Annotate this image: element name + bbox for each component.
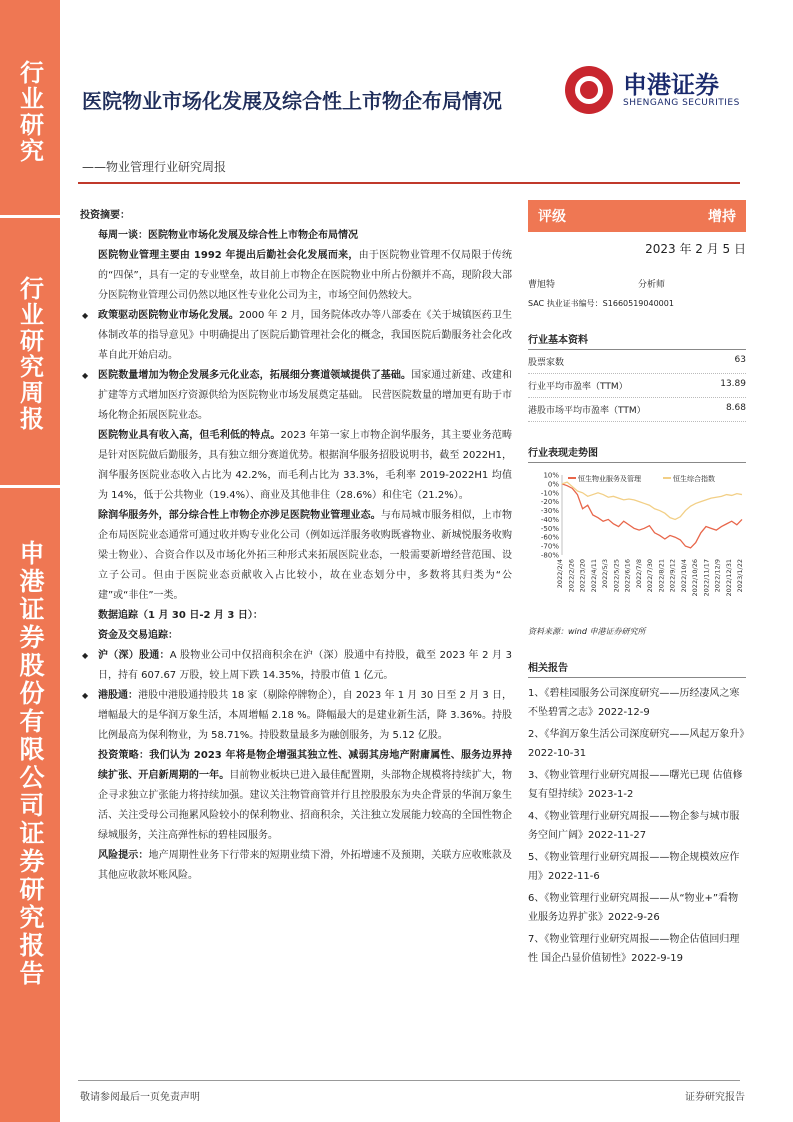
basic-info-value: 63	[734, 355, 746, 365]
basic-info-key: 股票家数	[528, 358, 565, 368]
paragraph: 投资策略：我们认为 2023 年将是物企增强其独立性、减弱其房地产附庸属性、服务边界持续扩张、开启新周期的一年。目前物业板块已进入最佳配置期，头部物企规模将持续扩大，物企寻求独立扩张能力将持续加强。建议关注物管商管并行且控股股东为央企背景的华润万象生活、关注受母公司拖累风险较小的保利物业、招商积余，关注独立发展能力较高的全国性物企绿城服务，关注高弹性标的碧桂园服务。	[98, 750, 513, 841]
analyst-name: 曹旭特	[528, 280, 556, 290]
x-tick-label: 2022/12/9	[713, 559, 722, 593]
rating-value: 增持	[708, 209, 736, 225]
logo-english: SHENGANG SECURITIES	[623, 98, 740, 108]
basic-info-key: 港股市场平均市盈率（TTM）	[528, 406, 646, 416]
x-tick-label: 2022/10/26	[691, 559, 699, 597]
bullet-item: ◆ 医院数量增加为物企发展多元化业态，拓展细分赛道领域提供了基础。国家通过新建、改建和扩建等方式增加医疗资源供给为医院物业市场发展奠定基础。 民营医院数量的增加更有助于市场化物企拓展医院业态。	[80, 366, 512, 426]
y-tick-label: -20%	[540, 498, 559, 507]
trend-chart	[528, 469, 746, 622]
sidebar-block-industry	[0, 0, 60, 215]
right-panel	[528, 200, 746, 971]
trend-chart-svg	[528, 469, 746, 619]
x-tick-label: 2022/12/31	[724, 559, 733, 597]
analyst-cert: SAC 执业证书编号：S1660519040001	[528, 299, 674, 308]
x-tick-label: 2022/7/30	[646, 559, 654, 593]
section-heading: 投资摘要：	[80, 210, 130, 221]
x-tick-label: 2023/1/22	[736, 559, 744, 593]
x-tick-label: 2022/5/25	[612, 559, 621, 593]
related-report-item[interactable]: 7、《物业管理行业研究周报——物企估值回归理性 国企凸显价值韧性》2022-9-19	[528, 934, 740, 964]
report-date: 2023 年 2 月 5 日	[645, 242, 746, 256]
logo-name: 申港证券	[623, 71, 719, 99]
sidebar	[0, 0, 60, 1122]
basic-info-heading: 行业基本资料	[528, 331, 746, 350]
logo-icon	[565, 66, 613, 114]
paragraph: 医院物业具有收入高，但毛利低的特点。2023 年第一家上市物企润华服务，其主要业务范畴是针对医院做后勤服务，具有独立细分赛道优势。根据润华服务招股说明书，截至 2022H1，润华服务医院业态收入占比为 42.2%，而毛利占比为 33.3%，毛利率 2019-2022H1 均值为 14%，低于公共物业（19.4%）、商业及其他非住（28.6%）和住宅（21.2%）。	[98, 430, 512, 501]
paragraph: 数据追踪（1 月 30 日-2 月 3 日）：	[98, 610, 263, 621]
related-report-item[interactable]: 2、《华润万象生活公司深度研究——风起万象升》2022-10-31	[528, 729, 745, 759]
basic-info-value: 8.68	[725, 403, 746, 413]
basic-info-list	[528, 350, 746, 422]
chart-source: 资料来源：wind 申港证券研究所	[528, 627, 646, 636]
header-divider	[78, 182, 740, 184]
y-tick-label: -30%	[540, 507, 559, 516]
series-line	[562, 482, 742, 519]
legend-label: 恒生物业服务及管理	[578, 475, 641, 483]
basic-info-key: 行业平均市盈率（TTM）	[528, 382, 628, 392]
y-tick-label: -40%	[540, 515, 559, 524]
related-report-item[interactable]: 4、《物业管理行业研究周报——物企参与城市服务空间广阔》2022-11-27	[528, 811, 740, 841]
y-tick-label: -50%	[540, 524, 559, 533]
sidebar-label: 行业研究周报	[15, 276, 44, 432]
y-tick-label: 10%	[543, 471, 559, 480]
related-reports-heading: 相关报告	[528, 659, 746, 678]
series-line	[562, 484, 742, 548]
basic-info-row	[528, 350, 746, 374]
legend-label: 恒生综合指数	[673, 475, 715, 483]
paragraph: 资金及交易追踪：	[98, 630, 178, 641]
company-logo	[565, 66, 740, 114]
sidebar-block-company	[0, 485, 60, 1122]
y-tick-label: -10%	[540, 489, 559, 498]
basic-info-row	[528, 398, 746, 422]
rating-label: 评级	[538, 209, 566, 225]
paragraph: 医院物业管理主要由 1992 年提出后勤社会化发展而来，由于医院物业管理不仅局限于传统的“四保”，具有一定的专业壁垒，故目前上市物企在医院物业中所占份额并不高，现阶段大部分医院物业管理公司仍然以地区性专业化公司为主，市场空间仍然较大。	[98, 250, 512, 301]
analyst-title: 分析师	[638, 280, 666, 290]
analyst-info	[528, 277, 746, 290]
y-tick-label: -80%	[540, 551, 559, 560]
sidebar-block-weekly	[0, 215, 60, 485]
y-tick-label: 0%	[547, 480, 559, 489]
related-report-item[interactable]: 3、《物业管理行业研究周报——曙光已现 估值修复有望持续》2023-1-2	[528, 770, 743, 800]
bullet-item: ◆ 沪（深）股通：A 股物业公司中仅招商积余在沪（深）股通中有持股，截至 2023 年 2 月 3 日，持有 607.67 万股，较上周下跌 14.35%，持股市值 1 亿元。	[80, 646, 512, 686]
basic-info-value: 13.89	[720, 379, 746, 389]
x-tick-label: 2022/11/17	[702, 559, 711, 597]
related-reports-list	[528, 684, 746, 968]
sidebar-label: 行业研究	[15, 60, 44, 164]
x-tick-label: 2022/7/8	[634, 559, 643, 589]
main-content	[80, 206, 512, 886]
x-tick-label: 2022/4/11	[589, 559, 598, 593]
x-tick-label: 2022/2/4	[556, 559, 564, 589]
page-title: 医院物业市场化发展及综合性上市物企布局情况	[82, 89, 502, 113]
footer-disclaimer: 敬请参阅最后一页免责声明	[80, 1092, 200, 1103]
related-report-item[interactable]: 5、《物业管理行业研究周报——物企规模效应作用》2022-11-6	[528, 852, 740, 882]
related-report-item[interactable]: 1、《碧桂园服务公司深度研究——历经凄风之寒 不坠碧霄之志》2022-12-9	[528, 688, 740, 718]
paragraph: 每周一谈：医院物业市场化发展及综合性上市物企布局情况	[98, 230, 358, 241]
x-tick-label: 2022/6/16	[623, 559, 632, 593]
x-tick-label: 2022/2/26	[567, 559, 576, 593]
footer-divider	[78, 1080, 740, 1081]
rating-bar	[528, 200, 746, 232]
y-tick-label: -70%	[540, 542, 559, 551]
bullet-item: ◆ 港股通：港股中港股通持股共 18 家（剔除停牌物企），自 2023 年 1 月 30 日至 2 月 3 日，增幅最大的是华润万象生活，本周增幅 2.18 %。降幅最大的是建业新生活，降 3.36%。持股比例最高为保利物业，为 58.71%。持股数量最多为融创服务，为 5.12 亿股。	[80, 686, 512, 746]
sidebar-label: 申港证券股份有限公司证券研究报告	[16, 540, 45, 988]
bullet-item: ◆ 政策驱动医院物业市场化发展。2000 年 2 月，国务院体改办等八部委在《关于城镇医药卫生体制改革的指导意见》中明确提出了医院后勤管理社会化的概念，我国医院后勤服务社会化改革自此开始启动。	[80, 306, 512, 366]
x-tick-label: 2022/10/4	[679, 559, 688, 593]
x-tick-label: 2022/5/3	[601, 559, 609, 589]
trend-heading: 行业表现走势图	[528, 444, 746, 463]
paragraph: 风险提示：地产周期性业务下行带来的短期业绩下滑，外拓增速不及预期，关联方应收账款及其他应收款坏账风险。	[98, 850, 512, 881]
x-tick-label: 2022/3/20	[578, 559, 587, 593]
footer-label: 证券研究报告	[685, 1092, 745, 1103]
x-tick-label: 2022/8/21	[657, 559, 666, 593]
basic-info-row	[528, 374, 746, 398]
y-tick-label: -60%	[540, 533, 559, 542]
page-subtitle: ——物业管理行业研究周报	[82, 160, 227, 174]
related-report-item[interactable]: 6、《物业管理行业研究周报——从“物业+”看物业服务边界扩张》2022-9-26	[528, 893, 739, 923]
x-tick-label: 2022/9/12	[668, 559, 677, 593]
paragraph: 除润华服务外，部分综合性上市物企亦涉足医院物业管理业态。与布局城市服务相似，上市物企布局医院业态通常可通过收并购专业化公司（例如远洋服务收购既睿物业、新城悦服务收购梁士物业）、合资合作以及市场化外拓三种形式来拓展医院业态，一般需要新增经营范围、设立子公司。但由于医院业态贡献收入占比较小，故在业态划分中，多数将其归类为“公建”或“非住”一类。	[98, 510, 513, 601]
